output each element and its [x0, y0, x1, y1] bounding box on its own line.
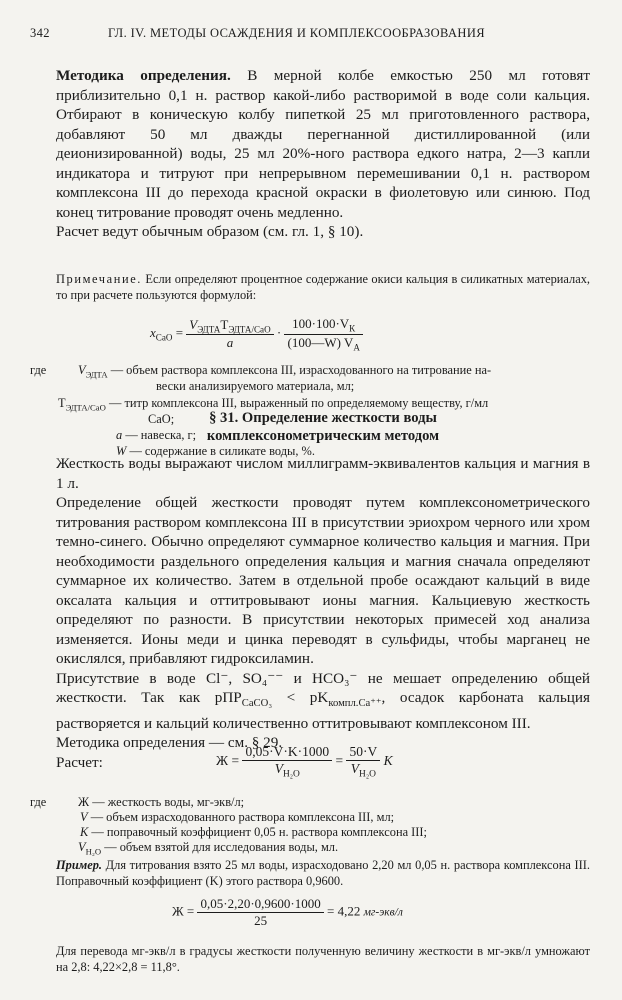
- def1-text-v-cont: вески анализируемого материала, мл;: [156, 379, 355, 393]
- formula2-num1: 0,05·V·K·1000: [242, 744, 332, 761]
- formula1-num1: V: [189, 316, 198, 332]
- hardness-p3: [56, 669, 590, 734]
- formula1-lhs-sub: CaO: [155, 332, 173, 343]
- formula3-rhs: = 4,22: [326, 903, 361, 919]
- example-text: Для титрования взято 25 мл воды, израсходовано 2,20 мл 0,05 н. раствора комплексона III. Поправочный коэффициент (K) этого раствора 0,9600.: [56, 858, 590, 888]
- def1-text-t: — титр комплексона III, выраженный по определяемому веществу, г/мл: [108, 396, 489, 410]
- hardness-p3c: , осадок карбоната кальция растворяется и кальций количественно оттитровывают комплексоном III.: [56, 689, 590, 732]
- formula2-den2: V: [350, 761, 359, 776]
- formula2-num2: 50·V: [346, 744, 380, 761]
- formula1-num2: 100·100·V: [292, 316, 350, 331]
- where-label-1: где: [30, 363, 47, 377]
- section-heading: [56, 409, 590, 445]
- formula1-num2-sub: К: [349, 323, 356, 334]
- formula-cao: [150, 316, 363, 352]
- hardness-body: [56, 454, 590, 772]
- def1-sym-a: a: [116, 428, 123, 442]
- def2-sub-vh2o: H₂O: [85, 846, 102, 857]
- formula1-num1b-sub: ЭДТА/CaO: [228, 324, 271, 335]
- formula2-den2-sub: H₂O: [359, 769, 376, 780]
- formula2-lhs: Ж =: [216, 752, 240, 768]
- hardness-p3a: Присутствие в воде Cl⁻, SO₄⁻⁻ и HCO₃⁻ не мешает определению общей жесткости. Так как pПР: [56, 669, 590, 706]
- formula2-den1: V: [274, 761, 283, 776]
- formula2-eq: =: [335, 752, 344, 768]
- method-heading: Методика определения.: [56, 67, 231, 84]
- def2-text-zh: — жесткость воды, мг-экв/л;: [92, 795, 245, 809]
- hardness-p3-sub1: CaCO₃: [241, 698, 273, 710]
- formula3-den: 25: [254, 913, 268, 928]
- hardness-p5: Расчет:: [56, 753, 103, 771]
- note-text: Если определяют процентное содержание окиси кальция в силикатных материалах, то при расчете пользуются формулой:: [56, 272, 590, 302]
- formula2-frac2: [346, 744, 380, 780]
- hardness-p3-sub2: компл.Ca⁺⁺: [328, 698, 382, 710]
- calc-note: Расчет ведут обычным образом (см. гл. 1, § 10).: [56, 223, 364, 240]
- formula1-lhs: x: [150, 325, 156, 341]
- section-title-line1: § 31. Определение жесткости воды: [209, 410, 437, 426]
- formula1-frac1: [186, 317, 273, 352]
- def1-sub-t: ЭДТА/CaO: [65, 402, 106, 413]
- formula2-tail: K: [383, 752, 393, 768]
- example-label: Пример.: [56, 858, 103, 872]
- def1-text-w: — содержание в силикате воды, %.: [129, 444, 315, 458]
- def2-sym-zh: Ж: [78, 795, 90, 809]
- formula1-dot: ·: [276, 325, 282, 341]
- def2-sym-vh2o: V: [78, 840, 86, 854]
- def2-text-k: — поправочный коэффициент 0,05 н. раствора комплексона III;: [91, 825, 428, 839]
- def1-sym-w: W: [116, 444, 127, 458]
- formula1-eq: =: [175, 325, 184, 341]
- note-label: Примечание.: [56, 272, 142, 286]
- formula3-unit: мг-экв/л: [363, 906, 403, 919]
- where-label-2: где: [30, 795, 47, 809]
- formula-hardness: [216, 744, 393, 780]
- hardness-p3b: < pK: [272, 689, 329, 706]
- formula2-frac1: [242, 744, 332, 780]
- def2-sym-v: V: [80, 810, 88, 824]
- def1-text-t-cont: CaO;: [148, 412, 175, 426]
- def2-text-vh2o: — объем взятой для исследования воды, мл.: [104, 840, 339, 854]
- formula3-lhs: Ж =: [172, 903, 195, 919]
- formula1-num1b: T: [220, 316, 229, 332]
- method-text: В мерной колбе емкостью 250 мл готовят приблизительно 0,1 н. раствор какой-либо растворимой в воде соли кальция. Отбирают в коническую колбу пипеткой 25 мл приготовленного раствора, добавляют 50 мл дважды перегнанной дистиллированной (или деионизированной) воды, 25 мл 20%-ного раствора едкого натра, 2—3 капли индикатора и титруют при непрерывном перемешивании 0,1 н. раствором комплексона III до перехода красной окраски в фиолетовую или синюю. Под конец титрование проводят очень медленно.: [56, 67, 590, 221]
- formula2-den1-sub: H₂O: [282, 769, 300, 780]
- formula1-den2-sub: А: [353, 342, 360, 353]
- def1-text-a: — навеска, г;: [125, 428, 197, 442]
- final-text: Для перевода мг-экв/л в градусы жесткости полученную величину жесткости в мг-экв/л умножают на 2,8: 4,22×2,8 = 11,8°.: [56, 944, 590, 974]
- formula1-num1-sub: ЭДТА: [197, 324, 221, 335]
- def1-sym-t: T: [58, 396, 66, 410]
- final-paragraph: [56, 943, 590, 975]
- hardness-p2: Определение общей жесткости проводят путем комплексонометрического титрования раствором комплексона III в присутствии эриохром черного или хром темно-синего. Обычно определяют суммарное количество кальция и магния. При необходимости раздельного определения кальция и магния сначала определяют суммарное их количество. Затем в отдельной пробе осаждают кальций в виде оксалата кальция и оттитровывают ионы магния. Кальциевую жесткость определяют по разности. В присутствии некоторых примесей ход анализа изменяется. Ионы меди и цинка переводят в сульфиды, чтобы марганец не окислялся, прибавляют гидроксиламин.: [56, 494, 590, 667]
- example-paragraph: [56, 857, 590, 889]
- formula3-frac: [197, 896, 323, 929]
- def2-sym-k: K: [80, 825, 89, 839]
- def2-text-v: — объем израсходованного раствора комплексона III, мл;: [90, 810, 395, 824]
- note-paragraph: [56, 271, 590, 303]
- hardness-p4: Методика определения — см. § 29.: [56, 734, 283, 752]
- formula-example: [172, 896, 403, 929]
- formula1-frac2: [284, 316, 362, 352]
- def1-sym-v: V: [78, 363, 86, 377]
- def1-text-v: — объем раствора комплексона III, израсходованного на титрование на-: [110, 363, 492, 377]
- section-title-line2: комплексонометрическим методом: [206, 428, 440, 444]
- def1-sub-v: ЭДТА: [85, 369, 108, 380]
- formula1-den1: a: [226, 335, 234, 351]
- running-title: ГЛ. IV. МЕТОДЫ ОСАЖДЕНИЯ И КОМПЛЕКСООБРАЗОВАНИЯ: [108, 26, 486, 40]
- page-number: 342: [30, 26, 50, 40]
- formula3-num: 0,05·2,20·0,9600·1000: [197, 896, 323, 913]
- hardness-p1: Жесткость воды выражают числом миллиграмм-эквивалентов кальция и магния в 1 л.: [56, 455, 590, 492]
- definitions-list-2: [30, 795, 600, 865]
- formula1-den2: (100—W) V: [287, 334, 354, 350]
- method-paragraph: [56, 66, 590, 242]
